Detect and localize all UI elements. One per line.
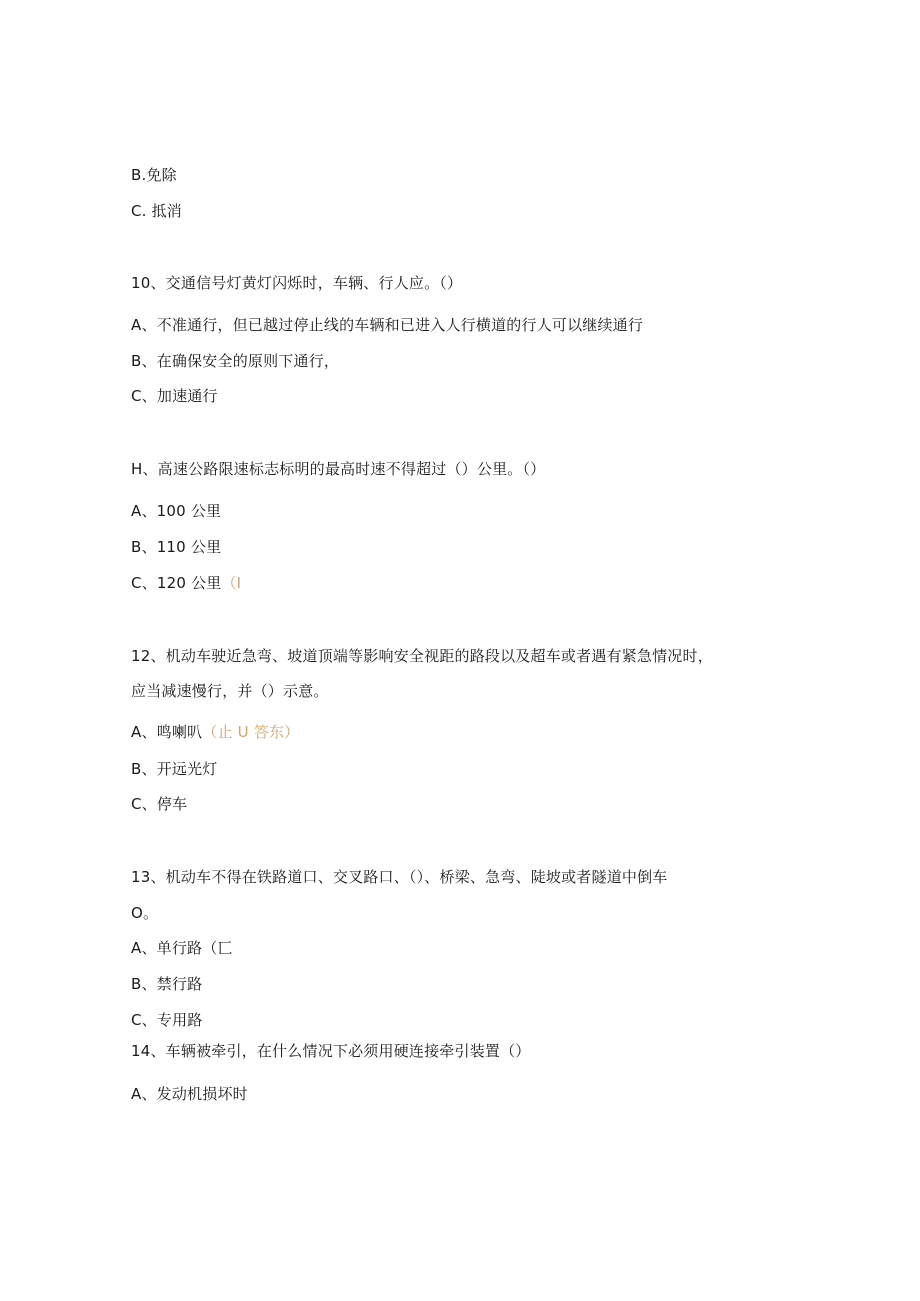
q10-option-c: C、加速通行	[131, 387, 218, 405]
q9-option-c: C. 抵消	[131, 202, 183, 220]
answer-mark: （止 U 答东）	[202, 723, 300, 741]
q11-option-b: B、110 公里	[131, 538, 222, 556]
q11-option-a: A、100 公里	[131, 502, 222, 520]
q12-option-a	[131, 722, 299, 742]
q12-option-c: C、停车	[131, 795, 188, 813]
q13-option-b: B、禁行路	[131, 975, 203, 993]
q10-option-a: A、不准通行，但已越过停止线的车辆和已进入人行横道的行人可以继续通行	[131, 316, 644, 334]
q13-question-line-1: 13、机动车不得在铁路道口、交叉路口、（）、桥梁、急弯、陡坡或者隧道中倒车	[131, 868, 668, 886]
q11-option-c-label: C、120 公里	[131, 574, 222, 592]
q11-option-c	[131, 573, 241, 593]
q13-question-line-2: O。	[131, 904, 159, 922]
q13-option-a: A、单行路（匸	[131, 939, 233, 957]
q12-option-a-label: A、鸣喇叭	[131, 723, 203, 741]
q10-question: 10、交通信号灯黄灯闪烁时，车辆、行人应。（）	[131, 274, 463, 292]
q9-option-b: B.免除	[131, 166, 177, 184]
q13-option-c: C、专用路	[131, 1011, 203, 1029]
q11-question: H、高速公路限速标志标明的最高时速不得超过（）公里。（）	[131, 460, 546, 478]
q12-question-line-1: 12、机动车驶近急弯、坡道顶端等影响安全视距的路段以及超车或者遇有紧急情况时，	[131, 647, 713, 665]
q14-option-a: A、发动机损坏时	[131, 1085, 248, 1103]
q14-question: 14、车辆被牵引，在什么情况下必须用硬连接牵引装置（）	[131, 1042, 531, 1060]
q12-question-line-2: 应当减速慢行，并（）示意。	[131, 682, 329, 700]
q10-option-b: B、在确保安全的原则下通行，	[131, 352, 340, 370]
answer-mark: （I	[221, 574, 242, 592]
q12-option-b: B、开远光灯	[131, 760, 218, 778]
